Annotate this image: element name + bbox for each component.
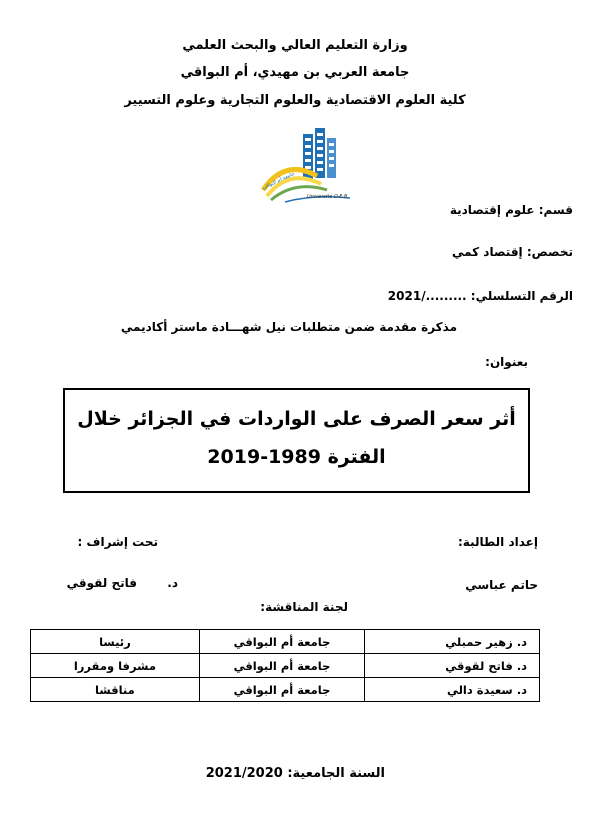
student-name: حاتم عباسي bbox=[465, 578, 538, 592]
faculty-name: كلية العلوم الاقتصادية والعلوم التجارية وعلوم التسيير bbox=[124, 93, 466, 108]
specialty-field: تخصص: إقتصاد كمي bbox=[451, 245, 573, 259]
department-field: قسم: علوم إقتصادية bbox=[449, 203, 573, 217]
committee-member-university: جامعة أم البواقي bbox=[199, 654, 364, 678]
serial-number-field: الرقم التسلسلي: ........./2021 bbox=[387, 289, 573, 303]
thesis-note: مذكرة مقدمة ضمن متطلبات نيل شهـــادة ماستر أكاديمي bbox=[120, 320, 457, 334]
committee-member-university: جامعة أم البواقي bbox=[199, 630, 364, 654]
academic-year: السنة الجامعية: 2021/2020 bbox=[205, 766, 385, 781]
table-row bbox=[31, 630, 540, 654]
committee-member-name: د. زهير حمبلي bbox=[365, 630, 540, 654]
committee-label: لجنة المناقشة: bbox=[260, 600, 348, 614]
thesis-title-line-1: أثر سعر الصرف على الواردات في الجزائر خلال bbox=[77, 408, 516, 430]
logo-text-latin: Université O.E.B bbox=[307, 194, 348, 200]
university-logo-icon bbox=[255, 128, 365, 208]
committee-table bbox=[30, 629, 540, 702]
committee-member-role: رئيسا bbox=[31, 630, 200, 654]
logo-text-arabic: جامعة أم البواقي bbox=[261, 170, 296, 192]
table-row bbox=[31, 678, 540, 702]
supervisor-name: فاتح لقوقي bbox=[66, 576, 137, 590]
subject-label: بعنوان: bbox=[485, 355, 528, 369]
committee-member-role: مناقشا bbox=[31, 678, 200, 702]
committee-member-name: د. سعيدة دالي bbox=[365, 678, 540, 702]
committee-member-university: جامعة أم البواقي bbox=[199, 678, 364, 702]
committee-member-role: مشرفا ومقررا bbox=[31, 654, 200, 678]
committee-member-name: د. فاتح لقوقي bbox=[365, 654, 540, 678]
thesis-title-line-2: الفترة 1989-2019 bbox=[207, 446, 386, 468]
prepared-by-label: إعداد الطالبة: bbox=[458, 535, 538, 549]
university-name: جامعة العربي بن مهيدي، أم البواقي bbox=[180, 65, 410, 80]
supervisor-prefix: د. bbox=[167, 576, 178, 590]
table-row bbox=[31, 654, 540, 678]
thesis-title-box bbox=[63, 388, 530, 493]
ministry-name: وزارة التعليم العالي والبحث العلمي bbox=[182, 38, 408, 53]
supervision-label: تحت إشراف : bbox=[77, 535, 158, 549]
